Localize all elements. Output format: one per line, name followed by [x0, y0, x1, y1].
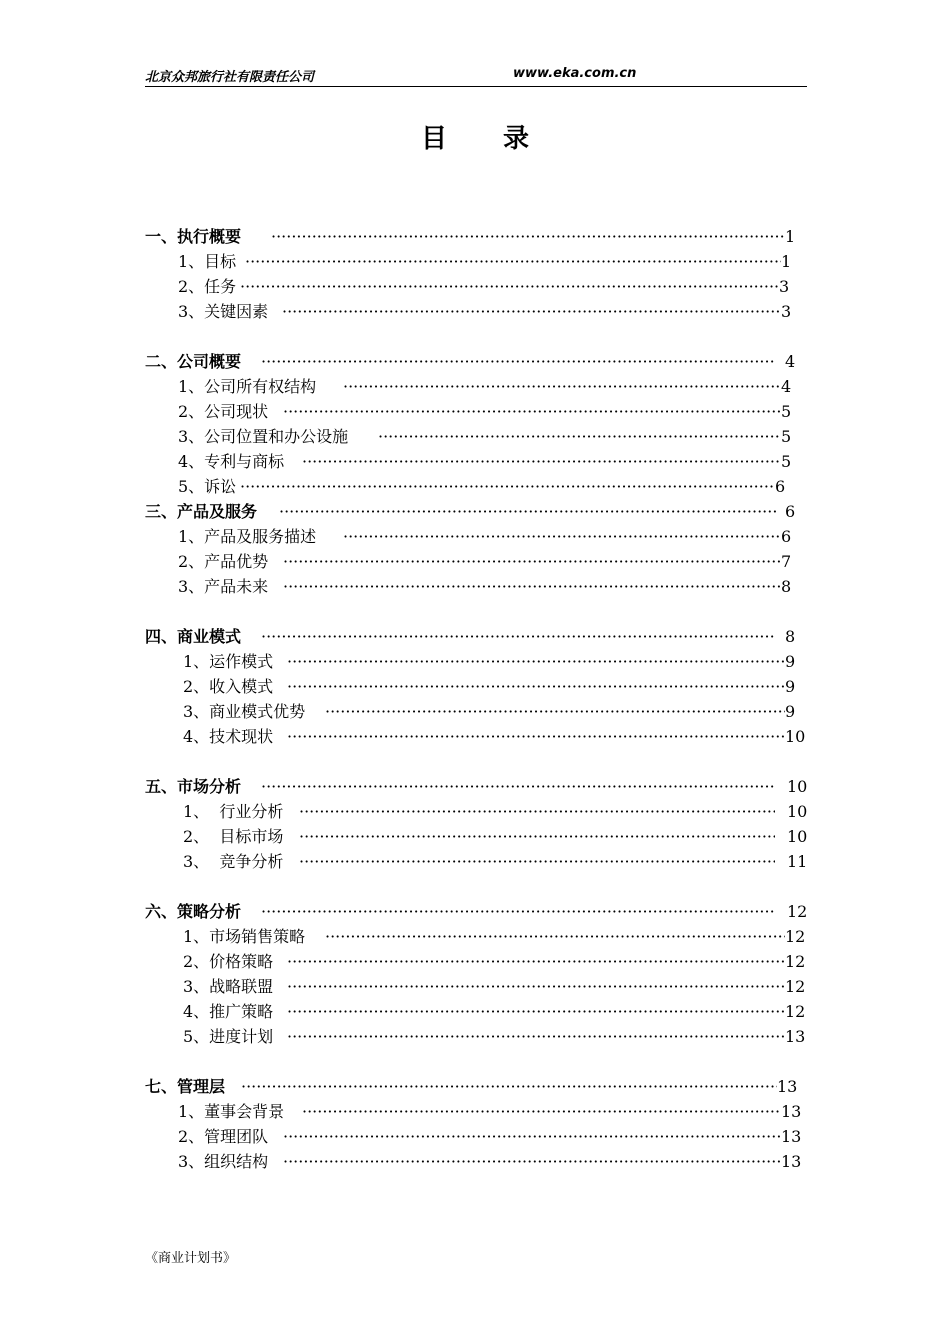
toc-label: 2、收入模式	[183, 677, 274, 696]
toc-leader-dots	[261, 349, 776, 374]
toc-label: 3、公司位置和办公设施	[178, 427, 349, 446]
toc-entry[interactable]	[145, 699, 815, 724]
toc-leader-dots	[283, 574, 781, 599]
page-footer: 《商业计划书》	[145, 1251, 237, 1266]
toc-section[interactable]	[145, 499, 815, 524]
toc-label: 5、诉讼	[178, 477, 237, 496]
toc-entry[interactable]	[145, 649, 815, 674]
toc-label: 二、公司概要	[145, 352, 242, 371]
toc-entry[interactable]	[145, 549, 815, 574]
toc-label: 四、商业模式	[145, 627, 242, 646]
toc-page-number: 12	[785, 952, 806, 971]
toc-page-number: 13	[781, 1127, 802, 1146]
toc-entry[interactable]	[145, 449, 815, 474]
company-name: 北京众邦旅行社有限责任公司	[145, 70, 315, 85]
toc-entry[interactable]	[145, 1024, 815, 1049]
toc-leader-dots	[282, 299, 781, 324]
toc-label: 五、市场分析	[145, 777, 242, 796]
toc-entry[interactable]	[145, 474, 815, 499]
toc-leader-dots	[343, 374, 781, 399]
toc-page-number: 13	[781, 1102, 802, 1121]
toc-label: 3、组织结构	[178, 1152, 269, 1171]
toc-entry[interactable]	[145, 1149, 815, 1174]
toc-label: 3、商业模式优势	[183, 702, 306, 721]
toc-leader-dots	[299, 849, 775, 874]
toc-page-number: 12	[785, 927, 806, 946]
toc-page-number: 9	[785, 702, 796, 721]
toc-leader-dots	[283, 1124, 781, 1149]
toc-label: 2、价格策略	[183, 952, 274, 971]
toc-page-number: 9	[785, 652, 796, 671]
toc-leader-dots	[261, 624, 775, 649]
toc-label: 3、关键因素	[178, 302, 269, 321]
toc-leader-dots	[283, 549, 781, 574]
toc-page-number: 10	[787, 827, 808, 846]
toc-entry[interactable]	[145, 799, 815, 824]
toc-entry[interactable]	[145, 674, 815, 699]
toc-leader-dots	[261, 899, 775, 924]
toc-leader-dots	[302, 1099, 781, 1124]
toc-page-number: 6	[781, 527, 792, 546]
toc-entry[interactable]	[145, 1099, 815, 1124]
toc-page-number: 9	[785, 677, 796, 696]
toc-entry[interactable]	[145, 949, 815, 974]
toc-section[interactable]	[145, 899, 815, 924]
toc-entry[interactable]	[145, 524, 815, 549]
toc-entry[interactable]	[145, 299, 815, 324]
toc-page-number: 1	[781, 252, 792, 271]
toc-label: 1、董事会背景	[178, 1102, 285, 1121]
toc-leader-dots	[378, 424, 781, 449]
toc-entry[interactable]	[145, 399, 815, 424]
toc-leader-dots	[287, 999, 785, 1024]
toc-label: 2、 目标市场	[183, 827, 284, 846]
page-title	[0, 118, 950, 155]
toc-leader-dots	[287, 949, 785, 974]
toc-leader-dots	[241, 1074, 777, 1099]
toc-entry[interactable]	[145, 999, 815, 1024]
toc-label: 1、公司所有权结构	[178, 377, 317, 396]
toc-label: 1、市场销售策略	[183, 927, 306, 946]
toc-leader-dots	[287, 674, 785, 699]
toc-label: 4、推广策略	[183, 1002, 274, 1021]
toc-page-number: 6	[775, 477, 786, 496]
toc-page-number: 8	[781, 577, 792, 596]
toc-entry[interactable]	[145, 274, 815, 299]
toc-page-number: 5	[781, 402, 792, 421]
toc-page-number: 12	[785, 1002, 806, 1021]
toc-leader-dots	[343, 524, 781, 549]
toc-page-number: 13	[781, 1152, 802, 1171]
toc-leader-dots	[299, 824, 775, 849]
toc-label: 5、进度计划	[183, 1027, 274, 1046]
toc-page-number: 10	[787, 777, 808, 796]
toc-entry[interactable]	[145, 924, 815, 949]
toc-label: 4、专利与商标	[178, 452, 285, 471]
toc-page-number: 12	[787, 902, 808, 921]
toc-page-number: 13	[777, 1077, 798, 1096]
toc-label: 3、战略联盟	[183, 977, 274, 996]
toc-label: 七、管理层	[145, 1077, 226, 1096]
toc-entry[interactable]	[145, 249, 815, 274]
toc-leader-dots	[245, 249, 781, 274]
toc-leader-dots	[302, 449, 781, 474]
toc-entry[interactable]	[145, 824, 815, 849]
toc-page-number: 3	[781, 302, 792, 321]
toc-entry[interactable]	[145, 1124, 815, 1149]
toc-leader-dots	[287, 974, 785, 999]
toc-label: 4、技术现状	[183, 727, 274, 746]
toc-section[interactable]	[145, 349, 815, 374]
toc-section[interactable]	[145, 224, 815, 249]
toc-label: 2、任务	[178, 277, 237, 296]
toc-page-number: 5	[781, 427, 792, 446]
toc-label: 1、 行业分析	[183, 802, 284, 821]
toc-label: 1、目标	[178, 252, 237, 271]
toc-page-number: 7	[781, 552, 792, 571]
toc-page-number: 13	[785, 1027, 806, 1046]
toc-leader-dots	[287, 649, 785, 674]
toc-page-number: 1	[785, 227, 796, 246]
toc-leader-dots	[261, 774, 775, 799]
toc-entry[interactable]	[145, 849, 815, 874]
toc-section[interactable]	[145, 624, 815, 649]
toc-leader-dots	[283, 1149, 781, 1174]
toc-page-number: 11	[787, 852, 808, 871]
toc-label: 1、产品及服务描述	[178, 527, 317, 546]
toc-label: 六、策略分析	[145, 902, 242, 921]
toc-page-number: 3	[779, 277, 790, 296]
page-header	[145, 66, 807, 87]
toc-entry[interactable]	[145, 374, 815, 399]
toc-page-number: 4	[785, 352, 796, 371]
toc-entry[interactable]	[145, 574, 815, 599]
toc-page-number: 4	[781, 377, 792, 396]
toc-page-number: 5	[781, 452, 792, 471]
toc-leader-dots	[299, 799, 775, 824]
toc-leader-dots	[325, 924, 785, 949]
toc-label: 2、管理团队	[178, 1127, 269, 1146]
toc-leader-dots	[287, 1024, 785, 1049]
toc-section[interactable]	[145, 774, 815, 799]
toc-label: 3、产品未来	[178, 577, 269, 596]
toc-page-number: 8	[785, 627, 796, 646]
toc-entry[interactable]	[145, 974, 815, 999]
toc-entry[interactable]	[145, 724, 815, 749]
toc-section[interactable]	[145, 1074, 815, 1099]
toc-leader-dots	[271, 224, 785, 249]
title-char-2: 录	[503, 124, 530, 154]
toc-leader-dots	[287, 724, 785, 749]
toc-leader-dots	[240, 274, 779, 299]
toc-leader-dots	[240, 474, 775, 499]
toc-label: 2、公司现状	[178, 402, 269, 421]
website-url: www.eka.com.cn	[513, 66, 637, 81]
toc-page-number: 12	[785, 977, 806, 996]
toc-entry[interactable]	[145, 424, 815, 449]
toc-page-number: 10	[785, 727, 806, 746]
toc-leader-dots	[325, 699, 785, 724]
toc-leader-dots	[279, 499, 777, 524]
toc-page-number: 10	[787, 802, 808, 821]
toc-leader-dots	[283, 399, 781, 424]
toc-label: 1、运作模式	[183, 652, 274, 671]
title-char-1: 目	[420, 124, 447, 154]
toc-label: 2、产品优势	[178, 552, 269, 571]
toc-page-number: 6	[785, 502, 796, 521]
toc-label: 一、执行概要	[145, 227, 242, 246]
toc-label: 3、 竞争分析	[183, 852, 284, 871]
toc-label: 三、产品及服务	[145, 502, 258, 521]
